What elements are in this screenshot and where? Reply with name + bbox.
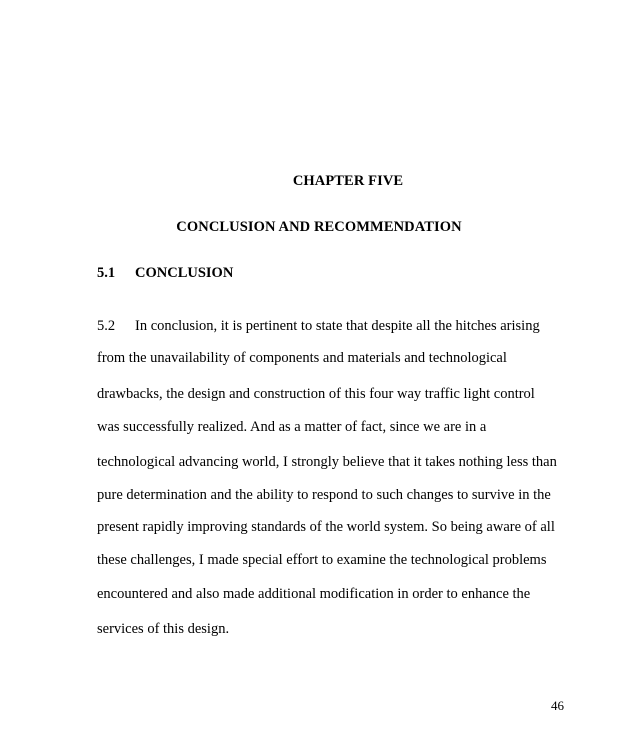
paragraph-line: encountered and also made additional modification in order to enhance the xyxy=(97,586,531,602)
section-number: 5.1 xyxy=(97,265,116,281)
paragraph-line: technological advancing world, I strongly believe that it takes nothing less than xyxy=(97,454,557,470)
paragraph-line: from the unavailability of components and materials and technological xyxy=(97,350,507,366)
paragraph-line: present rapidly improving standards of the world system. So being aware of all xyxy=(97,519,555,535)
paragraph-line: was successfully realized. And as a matter of fact, since we are in a xyxy=(97,419,487,435)
paragraph-number: 5.2 xyxy=(97,318,116,334)
page-number: 46 xyxy=(551,698,564,713)
paragraph-text: In conclusion, it is pertinent to state that despite all the hitches arising xyxy=(135,318,540,334)
section-title: CONCLUSION xyxy=(135,265,234,281)
paragraph-line: pure determination and the ability to respond to such changes to survive in the xyxy=(97,487,551,503)
chapter-title: CHAPTER FIVE xyxy=(292,173,404,189)
paragraph-line: drawbacks, the design and construction of this four way traffic light control xyxy=(97,386,535,402)
paragraph-line: services of this design. xyxy=(97,621,230,637)
paragraph-line: these challenges, I made special effort to examine the technological problems xyxy=(97,552,547,568)
section-heading xyxy=(97,265,233,282)
chapter-subtitle: CONCLUSION AND RECOMMENDATION xyxy=(176,219,462,235)
paragraph-line xyxy=(97,317,540,335)
